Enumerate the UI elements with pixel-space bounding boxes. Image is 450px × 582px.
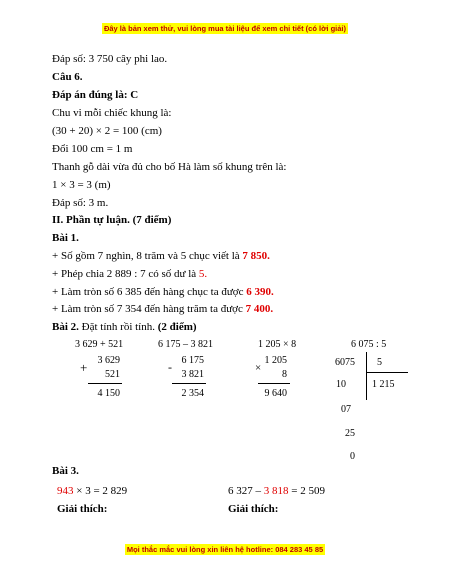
red-answer: 7 400. [245, 303, 274, 315]
add-result: 4 150 [97, 388, 120, 399]
div-step: 0 [350, 451, 355, 462]
bullet-text: + Phép chia 2 889 : 7 có số dư là [52, 268, 199, 280]
calc-header-add: 3 629 + 521 [75, 339, 124, 350]
minus-sign: - [168, 360, 172, 374]
plus-sign: + [80, 360, 88, 375]
div-step: 10 [336, 379, 346, 390]
bullet-text: + Số gồm 7 nghìn, 8 trăm và 5 chục viết là [52, 250, 243, 262]
text-line: Thanh gỗ dài vừa đủ cho bố Hà làm số khung trên là: [52, 161, 287, 173]
div-dividend: 6075 [335, 357, 355, 368]
div-step: 07 [341, 404, 351, 415]
bullet-text: + Làm tròn số 7 354 đến hàng trăm ta được [52, 303, 246, 315]
exercise-heading: Bài 3. [52, 465, 79, 477]
add-top: 3 629 [97, 355, 120, 366]
bullet-line [52, 285, 274, 299]
answer-line: Đáp số: 3 750 cây phi lao. [52, 53, 168, 65]
explain-label-left: Giải thích: [57, 503, 108, 515]
add-bottom: 521 [105, 369, 120, 380]
equation-text: = 2 509 [288, 485, 325, 497]
sub-top: 6 175 [181, 355, 204, 366]
division-vertical-line [366, 352, 367, 400]
points-label: (2 điểm) [157, 321, 197, 333]
mul-result: 9 640 [264, 388, 287, 399]
bullet-line [52, 249, 270, 263]
correct-answer: Đáp án đúng là: C [52, 89, 139, 101]
mul-top: 1 205 [264, 355, 287, 366]
bullet-line [52, 267, 207, 281]
red-answer: 943 [57, 485, 74, 497]
result-line [258, 383, 290, 384]
red-answer: 6 390. [246, 286, 274, 298]
answer-line: Đáp số: 3 m. [52, 197, 109, 209]
calc-header-sub: 6 175 – 3 821 [158, 339, 213, 350]
text-line: Đổi 100 cm = 1 m [52, 143, 133, 155]
bullet-line [52, 302, 273, 316]
equation-text: 6 327 – [228, 485, 264, 497]
bai3-right-equation [228, 484, 325, 498]
text-line: Chu vi mỗi chiếc khung là: [52, 107, 172, 119]
div-divisor: 5 [377, 357, 382, 368]
calc-line: 1 × 3 = 3 (m) [52, 179, 111, 191]
times-sign: × [255, 362, 262, 374]
bottom-banner [0, 545, 450, 554]
exercise-label: Bài 2. [52, 321, 79, 333]
exercise-instruction: Đặt tính rồi tính. [78, 321, 158, 333]
calc-header-div: 6 075 : 5 [351, 339, 387, 350]
red-answer: 7 850. [242, 250, 270, 262]
exercise-heading: Bài 1. [52, 232, 79, 244]
top-banner [0, 24, 450, 33]
bottom-banner-text: Mọi thắc mắc vui lòng xin liên hệ hotline: 084 283 45 85 [126, 545, 324, 554]
sub-result: 2 354 [181, 388, 204, 399]
sub-bottom: 3 821 [181, 369, 204, 380]
result-line [172, 383, 206, 384]
division-horizontal-line [366, 372, 408, 373]
red-answer: 5. [198, 268, 208, 280]
result-line [88, 383, 122, 384]
bullet-text: + Làm tròn số 6 385 đến hàng chục ta được [52, 286, 247, 298]
mul-bottom: 8 [282, 369, 287, 380]
explain-label-right: Giải thích: [228, 503, 279, 515]
exercise-heading [52, 320, 197, 334]
top-banner-text: Đây là bản xem thử, vui lòng mua tài liệu để xem chi tiết (có lời giải) [103, 24, 347, 33]
bai3-left-equation [57, 484, 127, 498]
equation-text: × 3 = 2 829 [73, 485, 128, 497]
div-quotient: 1 215 [372, 379, 395, 390]
div-step: 25 [345, 428, 355, 439]
calc-header-mul: 1 205 × 8 [258, 339, 297, 350]
section-heading: II. Phần tự luận. (7 điểm) [52, 214, 172, 226]
question-heading: Câu 6. [52, 71, 83, 83]
calc-line: (30 + 20) × 2 = 100 (cm) [52, 125, 162, 137]
red-answer: 3 818 [263, 485, 289, 497]
